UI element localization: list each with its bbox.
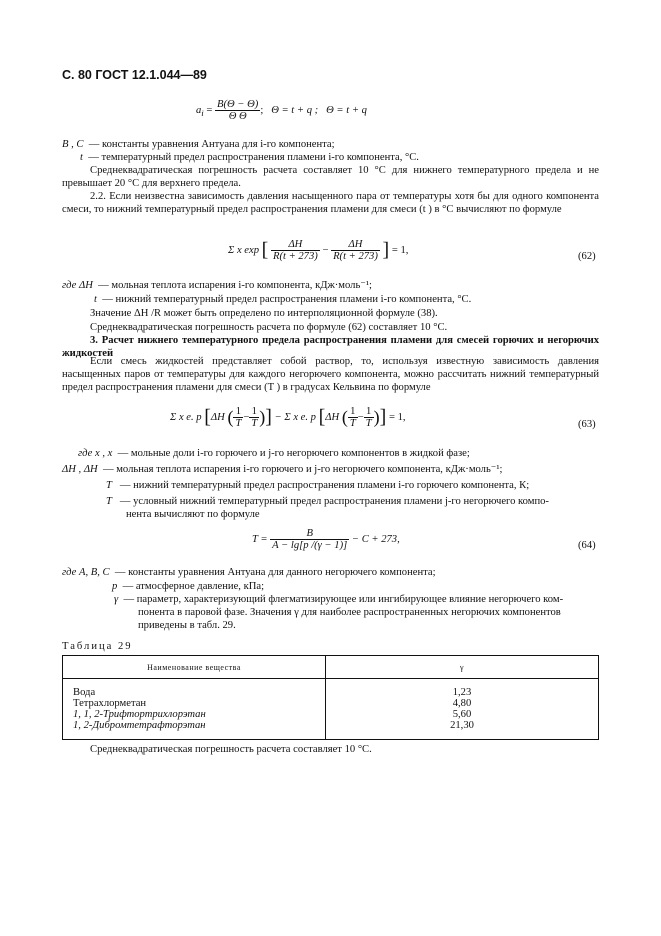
definition-gamma-cont2: приведены в табл. 29. (138, 620, 236, 631)
definition-heat-evap-ij (62, 463, 503, 476)
formula-63: Σ x e. p [ΔH ( $\frac{1}{T}$ − $\frac{1}{T}$ )] − Σ x e. p [ΔH ( $\frac{1}{T}$ − $\frac{1}{T}$ )] = 1, (170, 406, 406, 429)
section-3-heading: 3. Расчет нижнего температурного предела распространения пламени для смесей горючих и негорючих жидкостей (62, 335, 599, 359)
formula-62-f2-num: ΔH (331, 239, 380, 251)
definition-symbol: γ (114, 594, 119, 605)
definition-text: — мольные доли i-го горючего и j-го негорючего компонентов в жидкой фазе; (117, 448, 470, 459)
formula-63-f1-num: 1 (233, 406, 243, 418)
formula-ai-num: B(Θ − Θ) (217, 99, 259, 110)
table-row (63, 698, 599, 709)
formula-ai-lhs: a (196, 104, 202, 116)
definition-text: — условный нижний температурный предел распространения пламени j-го негорючего компо- (119, 496, 549, 507)
table-row (63, 709, 599, 720)
definition-heat-evap (62, 279, 372, 292)
table-cell-value: 1,23 (326, 679, 599, 699)
paragraph-final-error: Среднеквадратическая погрешность расчета составляет 10 °С. (90, 744, 372, 755)
formula-62-sum: Σ x exp (228, 244, 259, 256)
formula-63-number: (63) (578, 419, 596, 430)
formula-ai: $a_i$ = $\frac{B(\Theta - \Theta)}{\text{Θ Θ}}$ ; Θ = t + q ; Θ = t + q (196, 99, 367, 122)
formula-64-den: A − lg[p /(γ − 1)] (272, 540, 348, 551)
formula-theta-cm: Θ = t + q ; (271, 104, 319, 116)
formula-64-num: B (270, 528, 349, 540)
definition-text: — константы уравнения Антуана для данного негорючего компонента; (114, 567, 436, 578)
table-cell-name: 1, 2-Дибромтетрафторэтан (63, 720, 326, 740)
definition-gamma-cont1: понента в паровой фазе. Значения γ для наиболее распространенных негорючих компонентов (138, 607, 561, 618)
paragraph-error-62: Среднеквадратическая погрешность расчета по формуле (62) составляет 10 °С. (90, 322, 448, 333)
table-row (63, 720, 599, 740)
definition-mole-fractions (78, 447, 470, 460)
definition-antoine-i (62, 138, 335, 151)
definition-conditional-limit-cont: нента вычисляют по формуле (126, 509, 260, 520)
formula-62-number: (62) (578, 251, 596, 262)
definition-lower-limit-i (94, 293, 471, 306)
formula-63-sum2: − Σ x e. p (274, 411, 316, 423)
formula-62: Σ x exp [ $\frac{\Delta H}{R(t + 273)}$ − $\frac{\Delta H}{R(t + 273)}$ ] = 1, (228, 239, 409, 262)
definition-gamma (114, 593, 563, 606)
definition-conditional-limit (106, 495, 549, 508)
definition-symbol: t (94, 294, 97, 305)
formula-63-rhs: = 1, (388, 411, 406, 423)
formula-64-tail: − C + 273, (351, 533, 400, 545)
formula-ai-den: Θ Θ (228, 111, 247, 122)
table-29 (62, 655, 599, 740)
definition-text: — нижний температурный предел распространения пламени i-го компонента, °С. (102, 294, 472, 305)
definition-lower-limit-combustible (106, 479, 529, 492)
table-header-row (63, 656, 599, 679)
formula-63-dh1: ΔH (210, 411, 225, 423)
table-row (63, 679, 599, 699)
formula-63-f2-den: T (251, 418, 258, 429)
definition-symbol: T (106, 496, 112, 507)
paragraph-2-2: 2.2. Если неизвестна зависимость давления насыщенного пара от температуры хотя бы для одного компонента смеси, то нижний температурный предел распространения пламени для смеси (t ) в °С вычисляют по формуле (62, 191, 599, 215)
formula-63-f1-den: T (235, 418, 242, 429)
formula-62-f1-den: R(t + 273) (272, 251, 318, 262)
definition-symbol: где A, B, C (62, 567, 110, 578)
formula-64-number: (64) (578, 540, 596, 551)
definition-pressure (112, 580, 264, 593)
page-header: С. 80 ГОСТ 12.1.044—89 (62, 68, 207, 82)
definition-text: — мольная теплота испарения i-го компонента, кДж·моль⁻¹; (98, 280, 372, 291)
formula-63-g2-den: T (365, 418, 372, 429)
formula-64 (252, 528, 400, 551)
formula-63-g2-num: 1 (364, 406, 374, 418)
formula-64-lhs: T = (252, 533, 268, 545)
definition-text: — температурный предел распространения пламени i-го компонента, °С. (88, 152, 419, 163)
paragraph-3: Если смесь жидкостей представляет собой раствор, то, используя известную зависимость давления насыщенных паров от температуры для каждого негорючего компонента, можно рассчитать нижний температурный предел распространения пламени для смеси (T ) в градусах Кельвина по формуле (62, 356, 599, 393)
definition-antoine-nc (62, 566, 436, 579)
table-header-name: Наименование вещества (63, 656, 326, 679)
definition-symbol: B , C (62, 139, 84, 150)
formula-63-g1-den: T (349, 418, 356, 429)
definition-text: — мольная теплота испарения i-го горючего и j-го негорючего компонента, кДж·моль⁻¹; (102, 464, 503, 475)
definition-temp-limit-i (80, 151, 419, 164)
formula-theta-i: Θ = t + q (326, 104, 367, 116)
formula-63-dh2: ΔH (325, 411, 340, 423)
definition-symbol: t (80, 152, 83, 163)
table-cell-name: 1, 1, 2-Трифтортрихлорэтан (63, 709, 326, 720)
table-caption: Таблица 29 (62, 641, 133, 652)
table-cell-name: Тетрахлорметан (63, 698, 326, 709)
definition-symbol: где ΔH (62, 280, 93, 291)
paragraph-error-1: Среднеквадратическая погрешность расчета составляет 10 °С для нижнего температурного предела и не превышает 20 °С для верхнего предела. (62, 165, 599, 189)
table-cell-value: 21,30 (326, 720, 599, 740)
definition-symbol: p (112, 581, 118, 592)
formula-62-f1-num: ΔH (271, 239, 320, 251)
paragraph-interp: Значение ΔH /R может быть определено по интерполяционной формуле (38). (90, 308, 438, 319)
table-cell-value: 4,80 (326, 698, 599, 709)
formula-62-f2-den: R(t + 273) (333, 251, 378, 262)
formula-63-f2-num: 1 (249, 406, 259, 418)
formula-63-g1-num: 1 (348, 406, 358, 418)
formula-62-rhs: = 1, (391, 244, 409, 256)
table-header-gamma: γ (326, 656, 599, 679)
definition-text: — атмосферное давление, кПа; (122, 581, 265, 592)
formula-63-sum1: Σ x e. p (170, 411, 202, 423)
definition-symbol: T (106, 480, 112, 491)
definition-text: — константы уравнения Антуана для i-го компонента; (88, 139, 335, 150)
table-cell-name: Вода (63, 679, 326, 699)
definition-symbol: где x , x (78, 448, 113, 459)
definition-text: — нижний температурный предел распространения пламени i-го горючего компонента, К; (119, 480, 530, 491)
definition-symbol: ΔH , ΔH (62, 464, 98, 475)
definition-text: — параметр, характеризующий флегматизирующее или ингибирующее влияние негорючего ком- (123, 594, 564, 605)
table-cell-value: 5,60 (326, 709, 599, 720)
